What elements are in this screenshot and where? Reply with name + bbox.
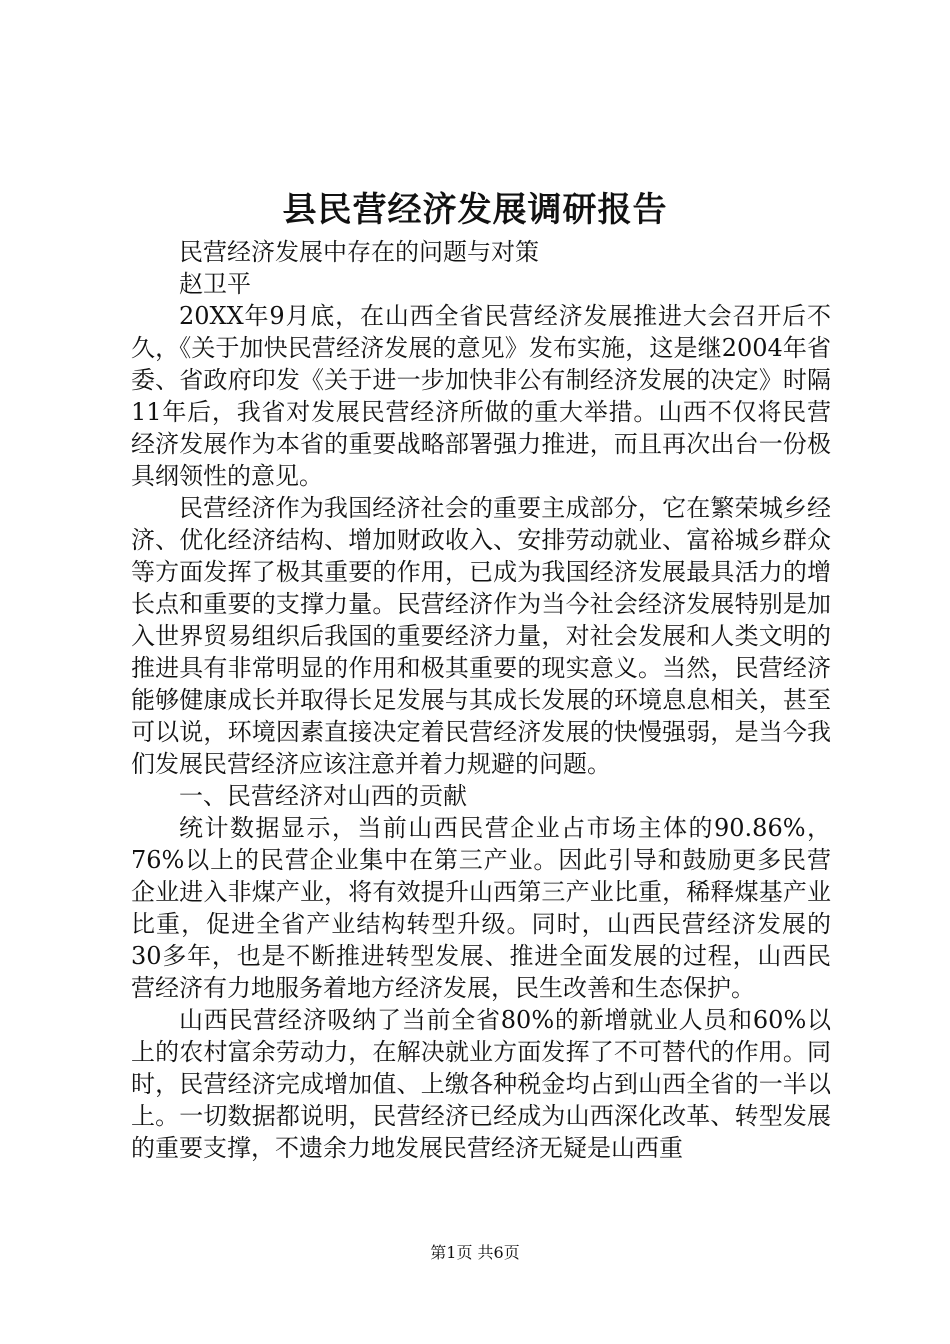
section-heading: 一、民营经济对山西的贡献 (179, 782, 467, 810)
subtitle-paragraph: 民营经济发展中存在的问题与对策 (179, 238, 539, 266)
document-title: 县民营经济发展调研报告 (282, 190, 668, 230)
author-paragraph: 赵卫平 (179, 270, 251, 298)
body-paragraph: 山西民营经济吸纳了当前全省80%的新增就业人员和60%以上的农村富余劳动力，在解决就业方面发挥了不可替代的作用。同时，民营经济完成增加值、上缴各种税金均占到山西全省的一半以上。一切数据都说明，民营经济已经成为山西深化改革、转型发展的重要支撑，不遗余力地发展民营经济无疑是山西重 (131, 1006, 831, 1162)
document-body (131, 236, 831, 1164)
body-paragraph: 民营经济作为我国经济社会的重要主成部分，它在繁荣城乡经济、优化经济结构、增加财政收入、安排劳动就业、富裕城乡群众等方面发挥了极其重要的作用，已成为我国经济发展最具活力的增长点和重要的支撑力量。民营经济作为当今社会经济发展特别是加入世界贸易组织后我国的重要经济力量，对社会发展和人类文明的推进具有非常明显的作用和极其重要的现实意义。当然，民营经济能够健康成长并取得长足发展与其成长发展的环境息息相关，甚至可以说，环境因素直接决定着民营经济发展的快慢强弱，是当今我们发展民营经济应该注意并着力规避的问题。 (131, 494, 831, 778)
body-paragraph: 统计数据显示，当前山西民营企业占市场主体的90.86%，76%以上的民营企业集中在第三产业。因此引导和鼓励更多民营企业进入非煤产业，将有效提升山西第三产业比重，稀释煤基产业比重，促进全省产业结构转型升级。同时，山西民营经济发展的30多年，也是不断推进转型发展、推进全面发展的过程，山西民营经济有力地服务着地方经济发展，民生改善和生态保护。 (131, 814, 831, 1002)
body-paragraph: 20XX年9月底，在山西全省民营经济发展推进大会召开后不久，《关于加快民营经济发展的意见》发布实施，这是继2004年省委、省政府印发《关于进一步加快非公有制经济发展的决定》时隔11年后，我省对发展民营经济所做的重大举措。山西不仅将民营经济发展作为本省的重要战略部署强力推进，而且再次出台一份极具纲领性的意见。 (131, 302, 831, 490)
page-footer: 第1页 共6页 (430, 1243, 520, 1262)
